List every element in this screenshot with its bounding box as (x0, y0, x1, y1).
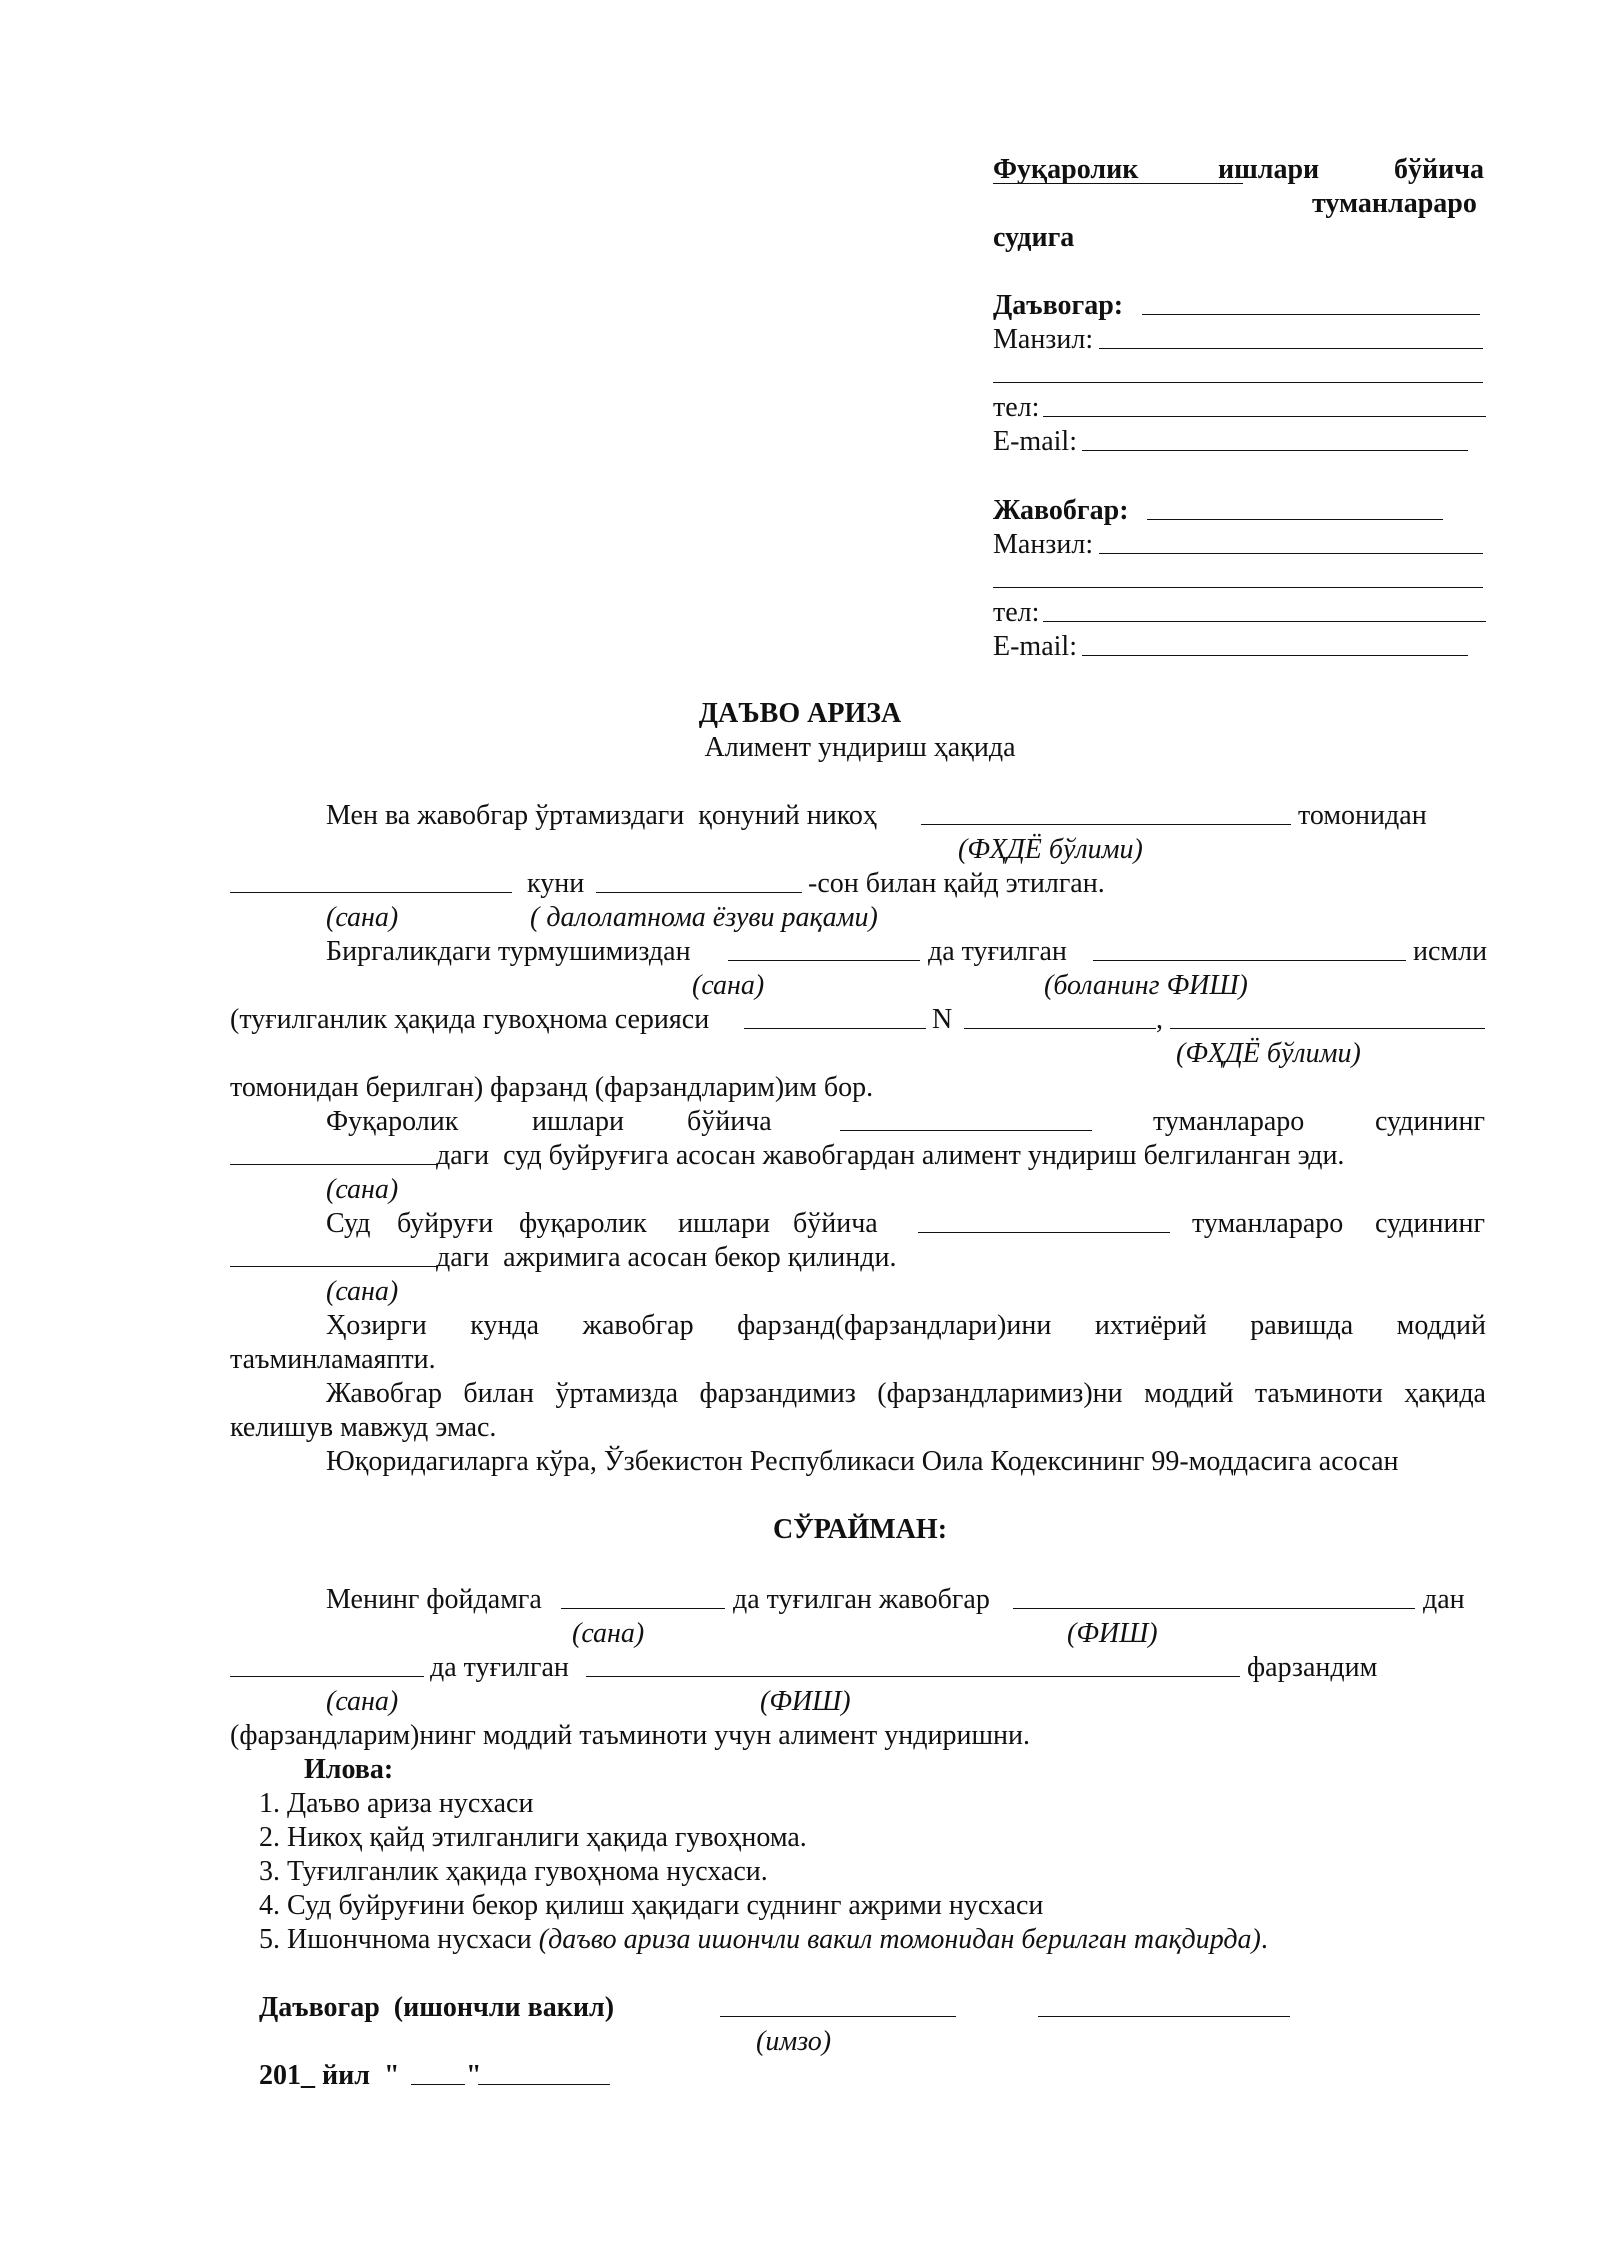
document-subtitle: Алимент ундириш ҳақида (704, 732, 1016, 763)
r1-text-b: да туғилган жавобгар (733, 1584, 990, 1615)
p2-text-b: да туғилган (928, 936, 1067, 967)
r1-text-c: дан (1423, 1584, 1465, 1615)
p1-text-d: -сон билан қайд этилган. (808, 868, 1105, 899)
plaintiff-address-label: Манзил: (993, 324, 1094, 355)
attachment-item: 2. Никоҳ қайд этилганлиги ҳақида гувоҳнома. (259, 1822, 807, 1853)
p3-word-1: Фуқаролик (326, 1106, 459, 1137)
p2-text-e: томонидан берилган) фарзанд (фарзандларим)им бор. (230, 1072, 874, 1103)
date-quote-close: " (466, 2060, 482, 2091)
defendant-name-field[interactable] (1147, 519, 1443, 520)
p6-text-a: Жавобгар билан ўртамизда фарзандимиз (фарзандларимиз)ни моддий таъминоти ҳақида (326, 1378, 1486, 1409)
attachment-item: 3. Туғилганлик ҳақида гувоҳнома нусхаси. (259, 1856, 768, 1887)
p3-word-3: бўйича (687, 1106, 772, 1137)
hint-fish: (ФИШ) (1067, 1618, 1158, 1649)
hint-record: ( далолатнома ёзуви рақами) (530, 902, 878, 933)
document-title: ДАЪВО АРИЗА (698, 698, 902, 729)
p4-word-4: ишлари (678, 1208, 770, 1239)
defendant-full-name-field[interactable] (1013, 1608, 1415, 1609)
p5-text-b: таъминламаяпти. (230, 1344, 436, 1375)
p3-word-2: ишлари (532, 1106, 624, 1137)
hint-date-3: (сана) (326, 1174, 399, 1205)
p2-text-n: N (932, 1004, 953, 1035)
defendant-birth-date-field[interactable] (561, 1608, 725, 1609)
plaintiff-phone-field[interactable] (1043, 416, 1486, 417)
plaintiff-address-field[interactable] (1099, 348, 1483, 349)
p3-text-b: даги суд буйруғига асосан жавобгардан алимент ундириш белгиланган эди. (436, 1140, 1345, 1171)
hint-date-2: (сана) (692, 970, 765, 1001)
plaintiff-phone-label: тел: (993, 392, 1040, 423)
p4-word-1: Суд (326, 1208, 371, 1239)
court-word-3: бўйича (1394, 154, 1485, 185)
defendant-address-label: Манзил: (993, 529, 1094, 560)
hint-child-name: (боланинг ФИШ) (1044, 970, 1248, 1001)
p3-word-4: туманлараро (1153, 1106, 1305, 1137)
certificate-registry-field[interactable] (1170, 1028, 1485, 1029)
attachment-item-5 (259, 1923, 1268, 1957)
attachment-item: 4. Суд буйруғини бекор қилиш ҳақидаги суднинг ажрими нусхаси (259, 1890, 1044, 1921)
plaintiff-label: Даъвогар: (993, 290, 1124, 321)
attachment-item-5-end: . (1260, 1924, 1268, 1955)
plaintiff-address-field-2[interactable] (993, 382, 1483, 383)
p2-comma: , (1156, 1004, 1163, 1035)
p1-text-a: Мен ва жавобгар ўртамиздаги қонуний никоҳ (326, 800, 877, 831)
p4-word-3: фуқаролик (519, 1208, 647, 1239)
defendant-email-label: E-mail: (993, 631, 1077, 662)
cancel-court-field[interactable] (918, 1232, 1170, 1233)
hint-fish-2: (ФИШ) (760, 1686, 851, 1717)
certificate-number-field[interactable] (964, 1028, 1156, 1029)
p4-word-2: буйруғи (397, 1208, 494, 1239)
attachment-item: 1. Даъво ариза нусхаси (259, 1788, 534, 1819)
p2-text-d: (туғилганлик ҳақида гувоҳнома серияси (230, 1004, 710, 1035)
date-month-field[interactable] (478, 2084, 610, 2085)
p1-text-b: томонидан (1298, 800, 1427, 831)
p4-word-6: туманлараро (1192, 1208, 1344, 1239)
p7-text: Юқоридагиларга кўра, Ўзбекистон Республикаси Оила Кодексининг 99-моддасига асосан (326, 1446, 1399, 1477)
hint-signature: (имзо) (756, 2026, 832, 2057)
child-birth-date-field-2[interactable] (230, 1676, 424, 1677)
attachment-item-5-text: 5. Ишончнома нусхаси (259, 1924, 539, 1955)
p2-text-a: Биргаликдаги турмушимиздан (326, 936, 691, 967)
marriage-date-field[interactable] (230, 892, 512, 893)
p4-text-b: даги ажримига асосан бекор қилинди. (436, 1242, 897, 1273)
date-prefix: 201_ йил " (259, 2060, 400, 2091)
defendant-phone-field[interactable] (1043, 621, 1486, 622)
child-name-field[interactable] (1093, 960, 1406, 961)
hint-date-6: (сана) (326, 1686, 399, 1717)
court-word-to-court: судига (993, 222, 1075, 253)
p3-word-5: судининг (1375, 1106, 1485, 1137)
defendant-label: Жавобгар: (993, 495, 1129, 526)
child-birth-date-field[interactable] (728, 960, 920, 961)
court-word-inter-district: туманлараро (1312, 188, 1477, 219)
plaintiff-email-label: E-mail: (993, 426, 1077, 457)
request-title: СЎРАЙМАН: (772, 1514, 948, 1545)
r1-text-a: Менинг фойдамга (326, 1584, 542, 1615)
child-full-name-field[interactable] (586, 1676, 1240, 1677)
r3-text: (фарзандларим)нинг моддий таъминоти учун алимент ундиришни. (230, 1720, 1031, 1751)
p5-text-a: Ҳозирги кунда жавобгар фарзанд(фарзандлари)ини ихтиёрий равишда моддий (326, 1310, 1486, 1341)
record-number-field[interactable] (596, 892, 802, 893)
attachments-label: Илова: (304, 1754, 394, 1785)
r2-text-a: да туғилган (430, 1652, 569, 1683)
hint-date-5: (сана) (572, 1618, 645, 1649)
hint-date-4: (сана) (326, 1276, 399, 1307)
hint-fhde-2: (ФҲДЁ бўлими) (1176, 1038, 1361, 1069)
defendant-address-field[interactable] (1099, 553, 1483, 554)
p1-text-c: куни (527, 868, 585, 899)
p4-word-5: бўйича (793, 1208, 878, 1239)
defendant-phone-label: тел: (993, 597, 1040, 628)
r2-text-b: фарзандим (1247, 1652, 1378, 1683)
defendant-email-field[interactable] (1082, 655, 1468, 656)
signature-field[interactable] (720, 2016, 956, 2017)
p4-word-7: судининг (1375, 1208, 1485, 1239)
p2-text-c: исмли (1413, 936, 1488, 967)
court-order-date-field[interactable] (230, 1164, 436, 1165)
signature-name-field[interactable] (1038, 2016, 1290, 2017)
court-word-1: Фуқаролик (993, 154, 1139, 185)
court-word-2: ишлари (1218, 154, 1320, 185)
date-day-field[interactable] (411, 2084, 465, 2085)
p6-text-b: келишув мавжуд эмас. (230, 1412, 497, 1443)
signature-label: Даъвогар (ишончли вакил) (259, 1992, 615, 2023)
attachment-item-5-note: (даъво ариза ишончли вакил томонидан берилган тақдирда) (538, 1924, 1261, 1955)
plaintiff-name-field[interactable] (1142, 314, 1480, 315)
court-order-court-field[interactable] (840, 1130, 1092, 1131)
hint-date: (сана) (326, 902, 399, 933)
defendant-address-field-2[interactable] (993, 587, 1483, 588)
cancel-decision-date-field[interactable] (230, 1266, 436, 1267)
plaintiff-email-field[interactable] (1082, 450, 1468, 451)
registry-office-field[interactable] (921, 824, 1291, 825)
hint-fhde: (ФҲДЁ бўлими) (958, 834, 1143, 865)
certificate-series-field[interactable] (744, 1028, 926, 1029)
court-name-blank[interactable] (993, 183, 1243, 184)
